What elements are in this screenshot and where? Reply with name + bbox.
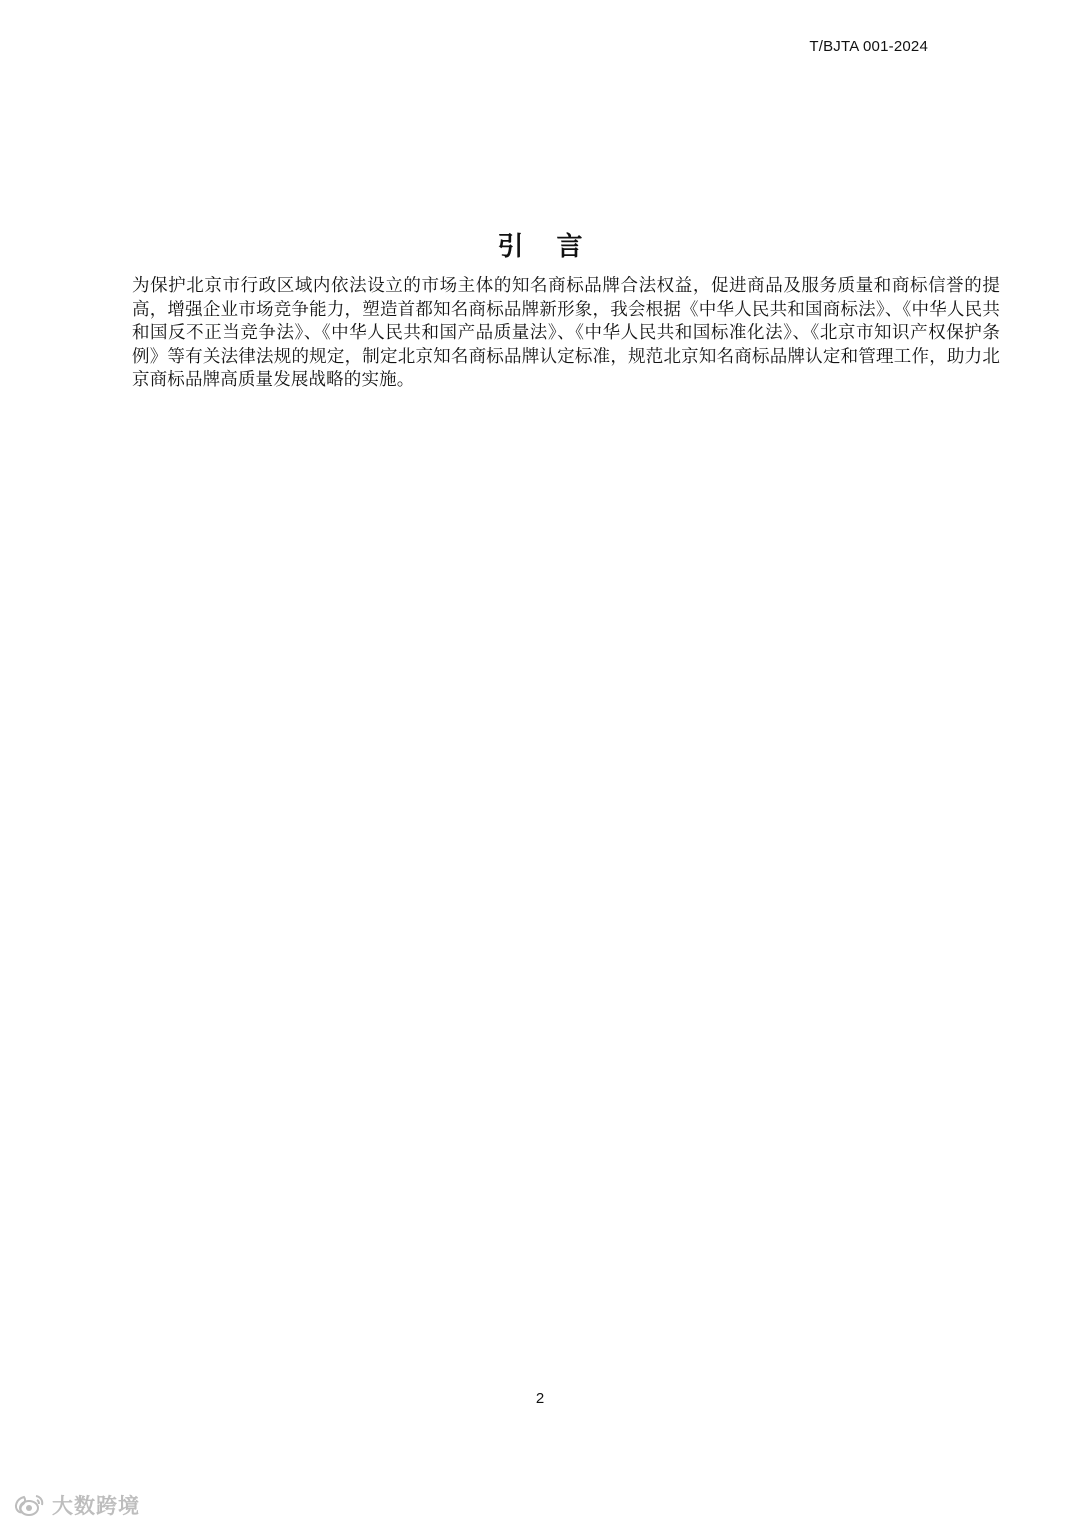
intro-paragraph: 为保护北京市行政区域内依法设立的市场主体的知名商标品牌合法权益，促进商品及服务质量和商标信誉的提高，增强企业市场竞争能力，塑造首都知名商标品牌新形象，我会根据《中华人民共和国商标法》、《中华人民共和国反不正当竞争法》、《中华人民共和国产品质量法》、《中华人民共和国标准化法》、《北京市知识产权保护条例》等有关法律法规的规定，制定北京知名商标品牌认定标准，规范北京知名商标品牌认定和管理工作，助力北京商标品牌高质量发展战略的实施。	[132, 276, 1000, 390]
weibo-logo-icon	[12, 1491, 46, 1519]
watermark-text: 大数跨境	[52, 1494, 140, 1518]
page-number: 2	[535, 1390, 545, 1407]
watermark	[12, 1490, 140, 1520]
section-title: 引 言	[497, 232, 595, 262]
standard-code-header: T/BJTA 001-2024	[809, 38, 928, 55]
